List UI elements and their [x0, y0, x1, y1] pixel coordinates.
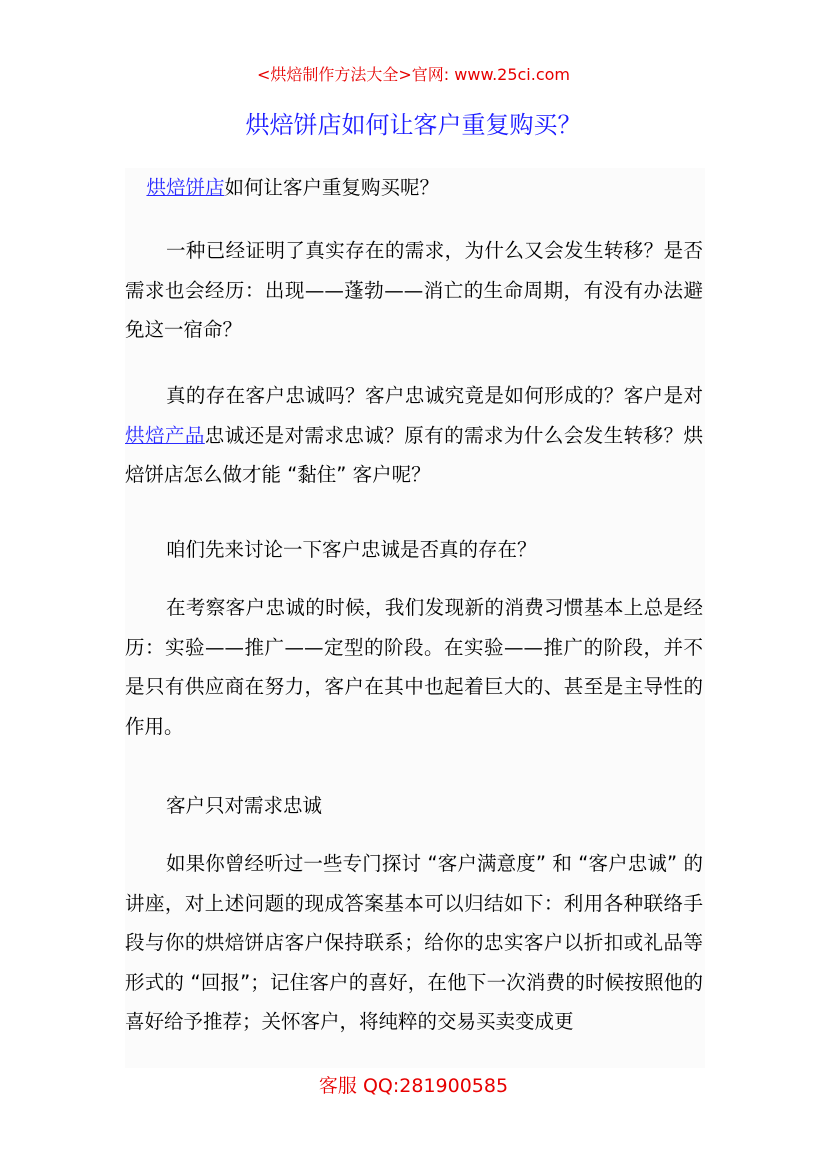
paragraph-discussion: 咱们先来讨论一下客户忠诚是否真的存在？ [165, 538, 537, 561]
paragraph-demand: 一种已经证明了真实存在的需求，为什么又会发生转移？是否需求也会经历：出现——蓬勃——消亡的生命周期，有没有办法避免这一宿命？ [125, 239, 703, 341]
intro-text: 如何让客户重复购买呢？ [224, 176, 439, 199]
page-title: 烘焙饼店如何让客户重复购买？ [245, 111, 582, 139]
paragraph-habits: 在考察客户忠诚的时候，我们发现新的消费习惯基本上总是经历：实验——推广——定型的阶段。在实验——推广的阶段，并不是只有供应商在努力，客户在其中也起着巨大的、甚至是主导性的作用。 [125, 596, 703, 738]
paragraph-loyalty-questions [125, 376, 703, 495]
customer-service-footer: 客服 QQ:281900585 [318, 1075, 509, 1097]
section-heading-demand-loyalty: 客户只对需求忠诚 [165, 794, 322, 817]
bakery-products-link[interactable]: 烘焙产品 [125, 423, 205, 447]
paragraph-intro [125, 168, 703, 208]
paragraph-satisfaction: 如果你曾经听过一些专门探讨 “客户满意度” 和 “客户忠诚” 的讲座，对上述问题的现成答案基本可以归结如下：利用各种联络手段与你的烘焙饼店客户保持联系；给你的忠实客户以折扣或礼品等形式的 “回报”；记住客户的喜好，在他下一次消费的时候按照他的喜好给予推荐；关怀客户，将纯粹的交易买卖变成更 [125, 852, 703, 1033]
loyalty-text-before: 真的存在客户忠诚吗？客户忠诚究竟是如何形成的？客户是对 [165, 384, 703, 407]
article-body [125, 168, 705, 1068]
bakery-shop-link[interactable]: 烘焙饼店 [146, 176, 225, 199]
site-header[interactable]: <烘焙制作方法大全>官网: www.25ci.com [256, 65, 571, 84]
loyalty-text-after: 忠诚还是对需求忠诚？原有的需求为什么会发生转移？烘焙饼店怎么做才能 “黏住” 客户呢？ [125, 423, 703, 486]
